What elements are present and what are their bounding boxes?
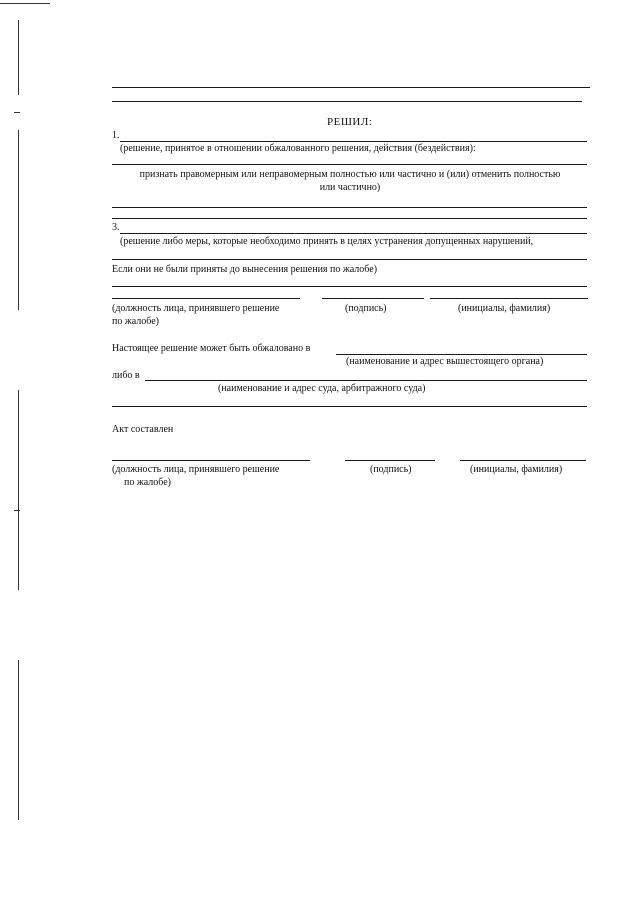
act-position-caption-line2: по жалобе) <box>124 477 172 488</box>
court-caption: (наименование и адрес суда, арбитражного суда) <box>218 383 426 394</box>
item2-line <box>112 218 587 219</box>
signature-line <box>322 298 424 299</box>
higher-body-line <box>336 354 587 355</box>
scan-mark <box>14 112 20 113</box>
higher-body-caption: (наименование и адрес вышестоящего органа) <box>346 356 544 367</box>
scan-mark <box>14 510 20 511</box>
position-line <box>112 298 300 299</box>
act-signature-caption: (подпись) <box>370 464 412 475</box>
header-line <box>112 101 582 102</box>
position-caption-line1: (должность лица, принявшего решение <box>112 303 280 314</box>
or-in-label: либо в <box>112 370 140 381</box>
scan-left-edge <box>18 20 19 95</box>
court-line <box>145 380 587 381</box>
initials-line <box>430 298 588 299</box>
act-signature-line <box>345 460 435 461</box>
item3-line <box>112 286 587 287</box>
item3-fill-line <box>120 233 587 234</box>
scan-left-edge <box>18 130 19 310</box>
decision-heading: РЕШИЛ: <box>327 116 373 128</box>
item1-note-line2: или частично) <box>319 182 381 193</box>
item3-note: Если они не были приняты до вынесения решения по жалобе) <box>112 264 378 275</box>
appeal-line <box>112 406 587 407</box>
act-position-caption-line1: (должность лица, принявшего решение <box>112 464 280 475</box>
item1-fill-line <box>120 141 587 142</box>
act-initials-line <box>460 460 586 461</box>
scan-left-edge <box>18 390 19 590</box>
item1-caption: (решение, принятое в отношении обжалованного решения, действия (бездействия): <box>120 143 476 154</box>
item3-line <box>112 259 587 260</box>
act-label: Акт составлен <box>112 424 174 435</box>
initials-caption: (инициалы, фамилия) <box>458 303 551 314</box>
appeal-text: Настоящее решение может быть обжаловано в <box>112 343 311 354</box>
item3-caption: (решение либо меры, которые необходимо принять в целях устранения допущенных нарушений, <box>120 236 534 247</box>
act-initials-caption: (инициалы, фамилия) <box>470 464 563 475</box>
item1-note-line1: признать правомерным или неправомерным полностью или частично и (или) отменить полностью <box>139 169 561 180</box>
item1-line <box>112 207 587 208</box>
signature-caption: (подпись) <box>345 303 387 314</box>
scan-left-edge <box>18 660 19 820</box>
scan-top-line <box>0 3 50 4</box>
act-position-line <box>112 460 310 461</box>
item1-line <box>112 164 587 165</box>
item3-number: 3. <box>112 222 120 233</box>
header-line <box>112 87 590 88</box>
position-caption-line2: по жалобе) <box>112 316 160 327</box>
item1-number: 1. <box>112 130 120 141</box>
